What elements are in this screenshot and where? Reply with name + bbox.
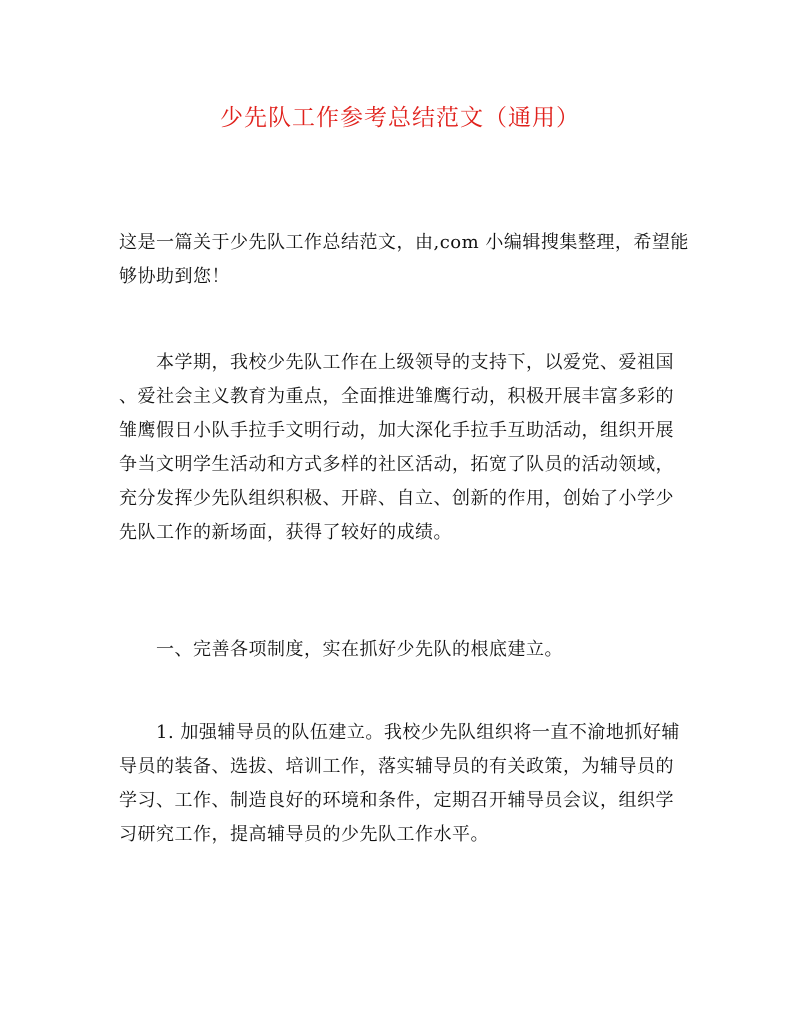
paragraph-line: 、爱社会主义教育为重点，全面推进雏鹰行动，积极开展丰富多彩的 — [119, 386, 674, 407]
paragraph-line: 充分发挥少先队组织积极、开辟、自立、创新的作用，创始了小学少 — [119, 488, 674, 509]
paragraph-line: 1. 加强辅导员的队伍建立。我校少先队组织将一直不渝地抓好辅 — [119, 722, 680, 743]
paragraph-line: 雏鹰假日小队手拉手文明行动，加大深化手拉手互助活动，组织开展 — [119, 420, 674, 441]
paragraph-line: 本学期，我校少先队工作在上级领导的支持下，以爱党、爱祖国 — [119, 352, 674, 373]
paragraph-line: 争当文明学生活动和方式多样的社区活动，拓宽了队员的活动领域， — [119, 454, 674, 475]
paragraph-intro — [119, 226, 689, 294]
heading-line: 一、完善各项制度，实在抓好少先队的根底建立。 — [119, 639, 563, 660]
paragraph-point-1 — [119, 716, 679, 852]
paragraph-line: 先队工作的新场面，获得了较好的成绩。 — [119, 522, 452, 543]
section-heading — [119, 633, 679, 667]
paragraph-line: 习研究工作，提高辅导员的少先队工作水平。 — [119, 824, 489, 845]
paragraph-line: 导员的装备、选拔、培训工作，落实辅导员的有关政策，为辅导员的 — [119, 756, 674, 777]
document-title: 少先队工作参考总结范文（通用） — [220, 105, 580, 131]
paragraph-line: 学习、工作、制造良好的环境和条件，定期召开辅导员会议，组织学 — [119, 790, 674, 811]
paragraph-line: 这是一篇关于少先队工作总结范文，由,com 小编辑搜集整理，希望能 — [119, 232, 689, 253]
paragraph-line: 够协助到您！ — [119, 266, 230, 287]
paragraph-semester-summary — [119, 346, 679, 550]
